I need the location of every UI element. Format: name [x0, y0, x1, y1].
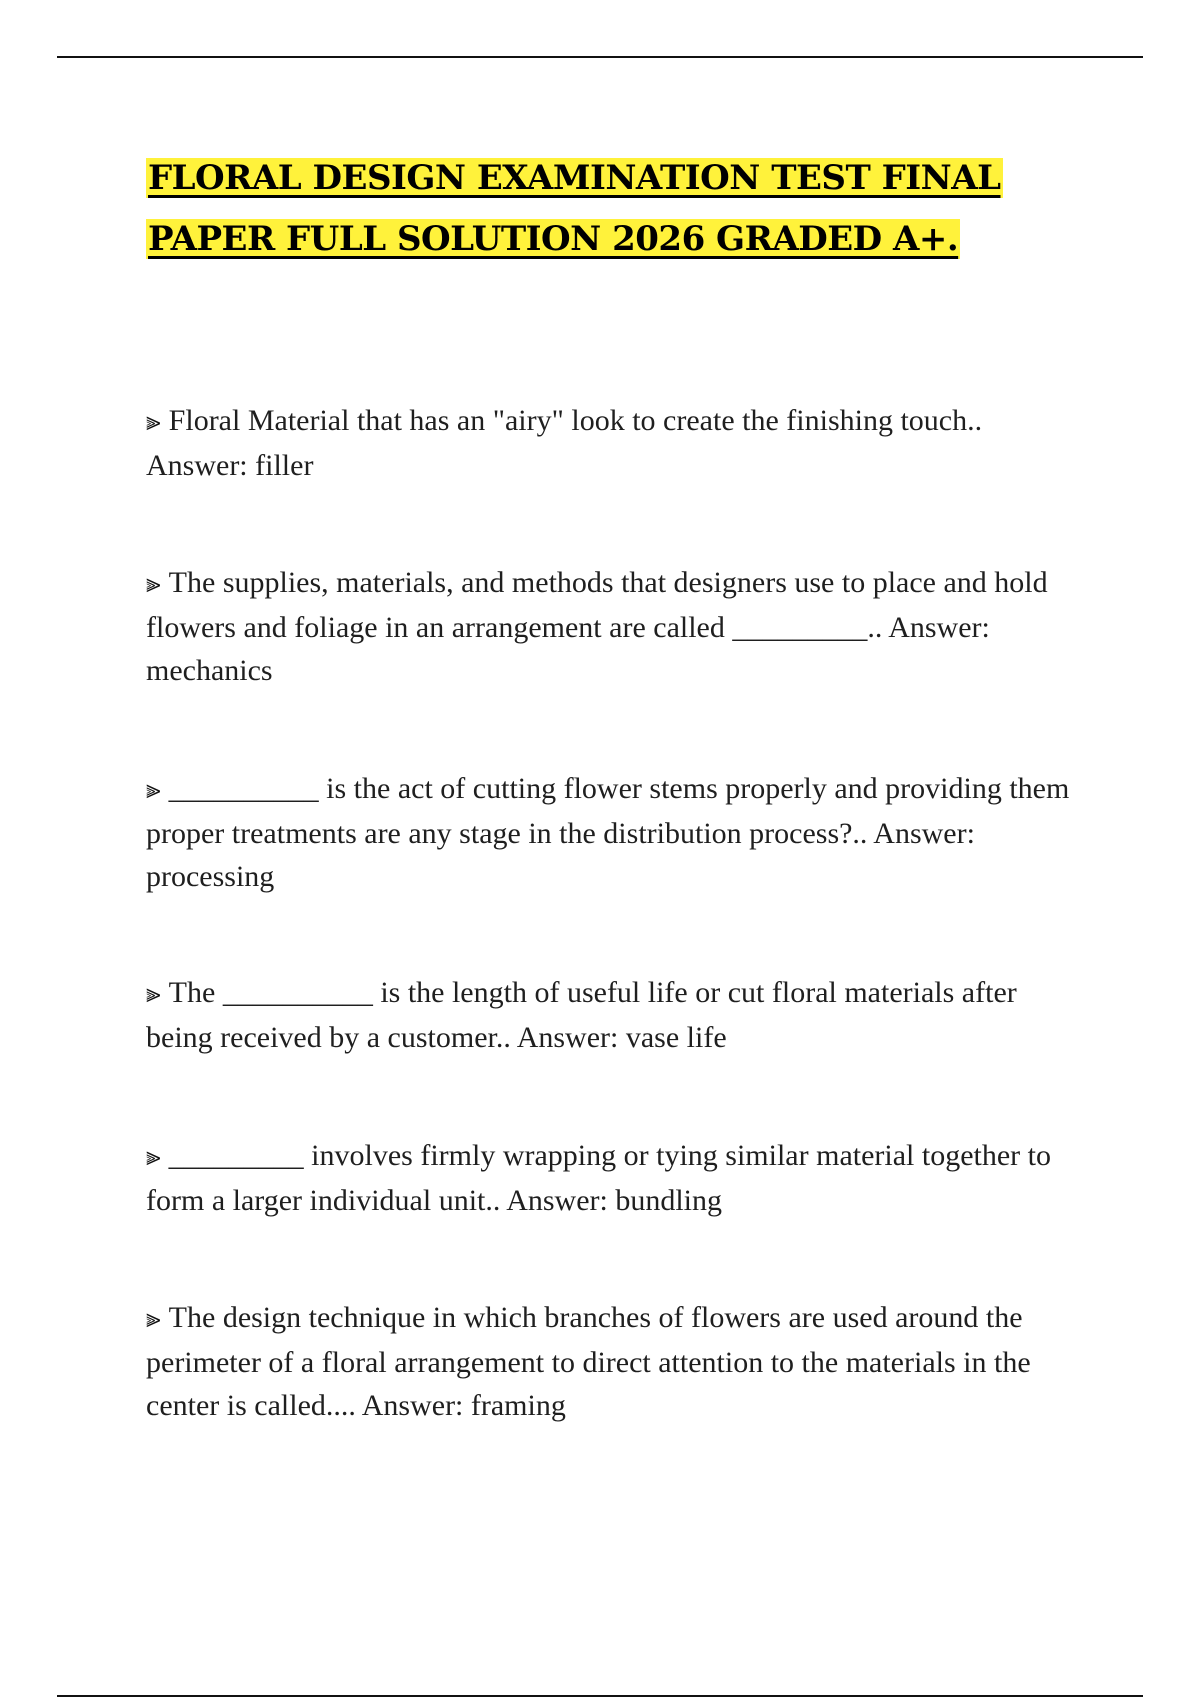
question-item-2 — [146, 561, 1076, 692]
header-divider — [57, 56, 1143, 58]
question-text: The supplies, materials, and methods that designers use to place and hold flowers and foliage in an arrangement are called _________.. Answer: mechanics — [146, 566, 1048, 687]
arrow-bullet-icon: ⫸ — [146, 1142, 161, 1172]
arrow-bullet-icon: ⫸ — [146, 569, 161, 599]
arrow-bullet-icon: ⫸ — [146, 407, 161, 437]
question-text: The design technique in which branches of flowers are used around the perimeter of a floral arrangement to direct attention to the materials in the center is called.... Answer: framing — [146, 1301, 1031, 1422]
question-text: Floral Material that has an "airy" look to create the finishing touch.. Answer: filler — [146, 404, 983, 482]
question-item-1 — [146, 399, 1076, 487]
question-item-3 — [146, 767, 1076, 898]
title-highlight: FLORAL DESIGN EXAMINATION TEST FINAL PAPER FULL SOLUTION 2026 GRADED A+. — [148, 158, 1001, 259]
question-text: __________ is the act of cutting flower stems properly and providing them proper treatments are any stage in the distribution process?.. Answer: processing — [146, 772, 1070, 893]
question-text: The __________ is the length of useful life or cut floral materials after being received by a customer.. Answer: vase life — [146, 976, 1017, 1054]
question-text: _________ involves firmly wrapping or tying similar material together to form a larger individual unit.. Answer: bundling — [146, 1139, 1052, 1217]
document-title — [146, 148, 1046, 270]
footer-divider — [57, 1695, 1143, 1697]
arrow-bullet-icon: ⫸ — [146, 775, 161, 805]
arrow-bullet-icon: ⫸ — [146, 979, 161, 1009]
question-item-6 — [146, 1296, 1076, 1427]
arrow-bullet-icon: ⫸ — [146, 1304, 161, 1334]
question-item-4 — [146, 971, 1076, 1059]
question-item-5 — [146, 1134, 1076, 1222]
